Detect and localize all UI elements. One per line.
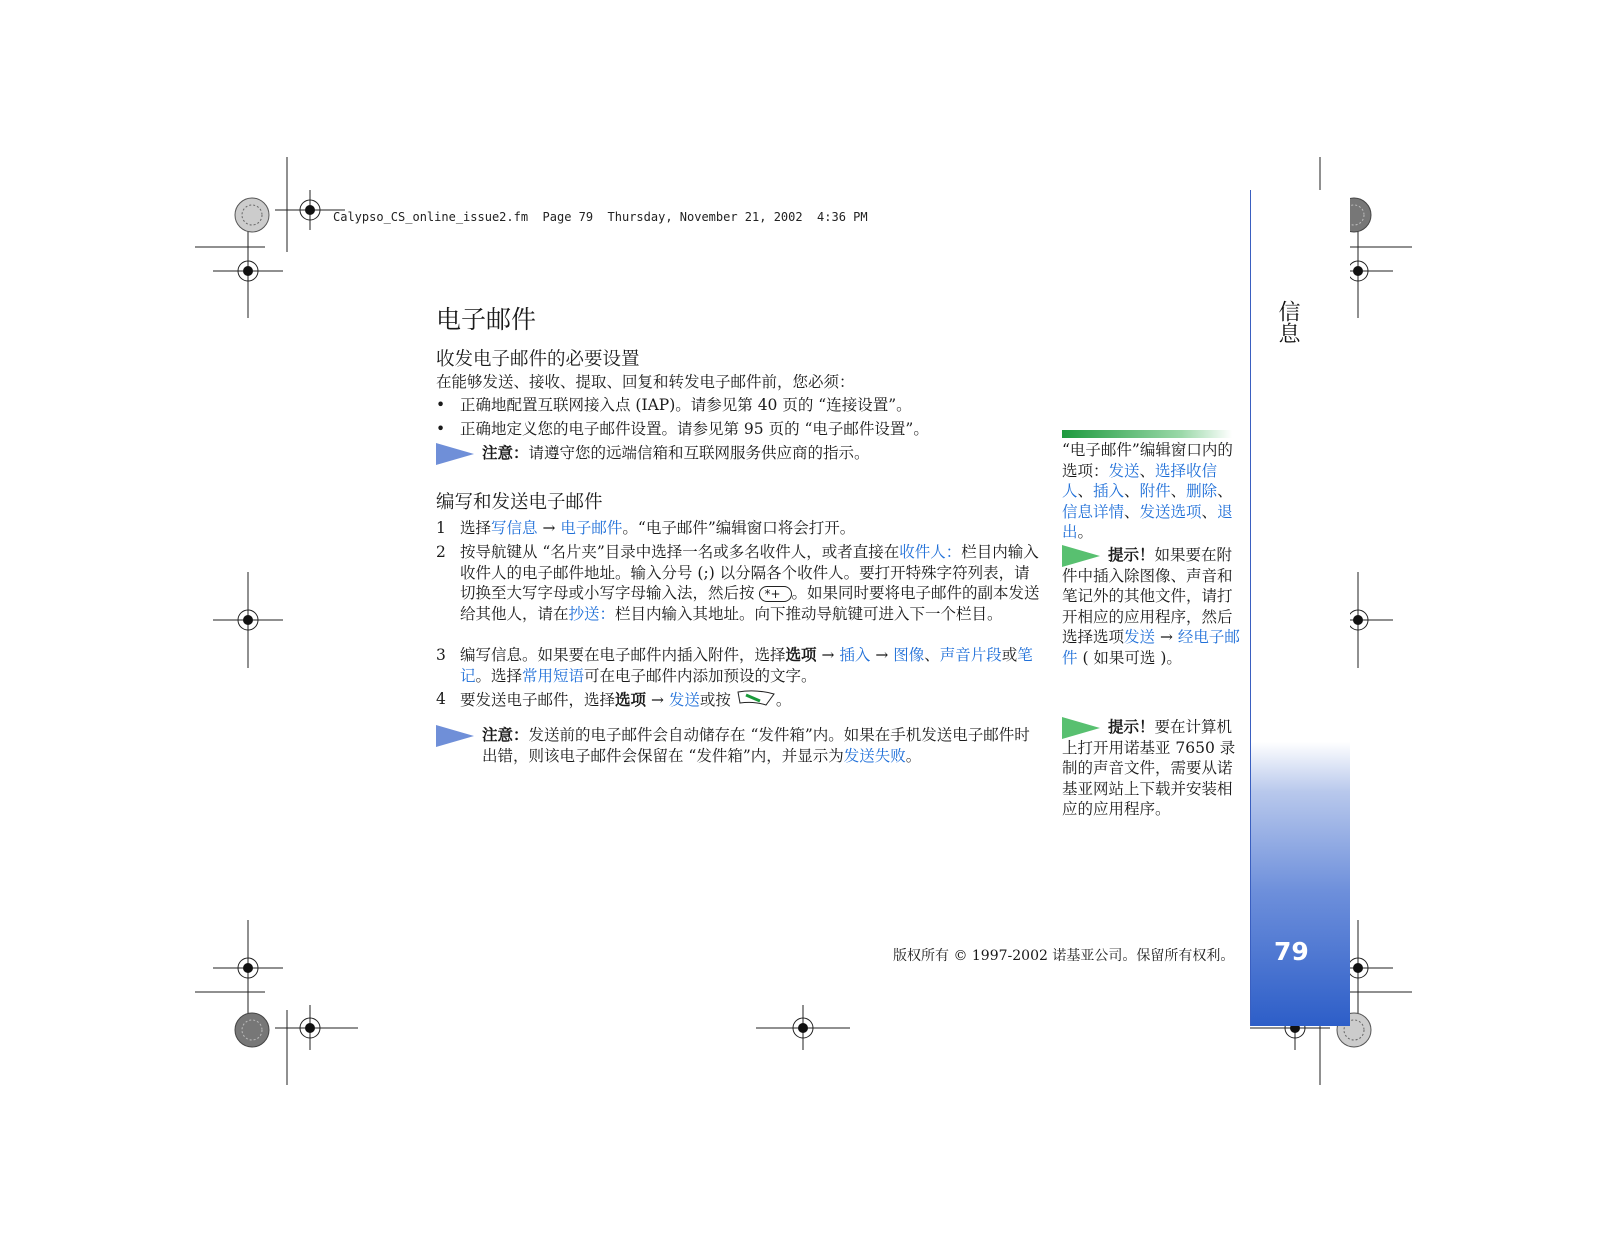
page-title: 电子邮件	[436, 305, 537, 334]
step-item: 2 按导航键从 “名片夹”目录中选择一名或多名收件人，或者直接在收件人：栏目内输入收件人的电子邮件地址。输入分号 (;) 以分隔各个收件人。要打开特殊字符列表，请切换至大写字母或小写字母输入法，然后按 *+ 。如果同时要将电子邮件的副本发送给其他人，请在抄送：栏目内输入其地址。向下推动导航键可进入下一个栏目。	[436, 543, 1040, 623]
bullet-icon: •	[436, 396, 446, 414]
field-link: 收件人：	[899, 543, 962, 561]
side-options-box: “电子邮件”编辑窗口内的选项：发送、选择收信人、插入、附件、删除、信息详情、发送选项、退出。	[1062, 441, 1233, 541]
side-divider-bar	[1062, 430, 1232, 438]
note-box: 注意：请遵守您的远端信箱和互联网服务供应商的指示。	[482, 444, 870, 462]
star-key-icon: *+	[759, 586, 791, 602]
file-header: Calypso_CS_online_issue2.fm Page 79 Thursday, November 21, 2002 4:36 PM	[333, 210, 868, 224]
bullet-icon: •	[436, 420, 446, 438]
tip-box: 提示！如果要在附件中插入除图像、声音和笔记外的其他文件，请打开相应的应用程序，然后选择选项发送 → 经电子邮件 ( 如果可选 )。	[1062, 546, 1240, 667]
note-triangle-icon	[436, 443, 474, 469]
step-item: 4 要发送电子邮件，选择选项 → 发送或按 。	[436, 689, 1036, 710]
tip-box: 提示！要在计算机上打开用诺基亚 7650 录制的声音文件，需要从诺基亚网站上下载并安装相应的应用程序。	[1062, 718, 1236, 818]
section-heading-settings: 收发电子邮件的必要设置	[436, 349, 640, 370]
section-heading-compose: 编写和发送电子邮件	[436, 492, 603, 513]
note-box: 注意：发送前的电子邮件会自动储存在 “发件箱”内。如果在手机发送电子邮件时出错，则该电子邮件会保留在 “发件箱”内，并显示为发送失败。	[482, 726, 1030, 765]
note-triangle-icon	[436, 725, 474, 751]
page-number: 79	[1274, 937, 1309, 966]
call-key-icon	[736, 689, 776, 713]
menu-link: 写信息	[491, 519, 538, 537]
field-link: 抄送：	[568, 604, 616, 623]
step-item: 1 选择写信息 → 电子邮件。“电子邮件”编辑窗口将会打开。	[436, 519, 856, 537]
copyright-footer: 版权所有 © 1997-2002 诺基亚公司。保留所有权利。	[893, 948, 1235, 964]
menu-link: 电子邮件	[560, 519, 623, 537]
intro-text: 在能够发送、接收、提取、回复和转发电子邮件前，您必须：	[436, 373, 855, 391]
step-item: 3 编写信息。如果要在电子邮件内插入附件，选择选项 → 插入 → 图像、声音片段或笔记。选择常用短语可在电子邮件内添加预设的文字。	[436, 646, 1033, 685]
bullet-item: • 正确地配置互联网接入点 (IAP)。请参见第 40 页的 “连接设置”。	[436, 396, 912, 414]
chapter-label: 信息	[1275, 300, 1300, 344]
bullet-item: • 正确地定义您的电子邮件设置。请参见第 95 页的 “电子邮件设置”。	[436, 420, 929, 438]
